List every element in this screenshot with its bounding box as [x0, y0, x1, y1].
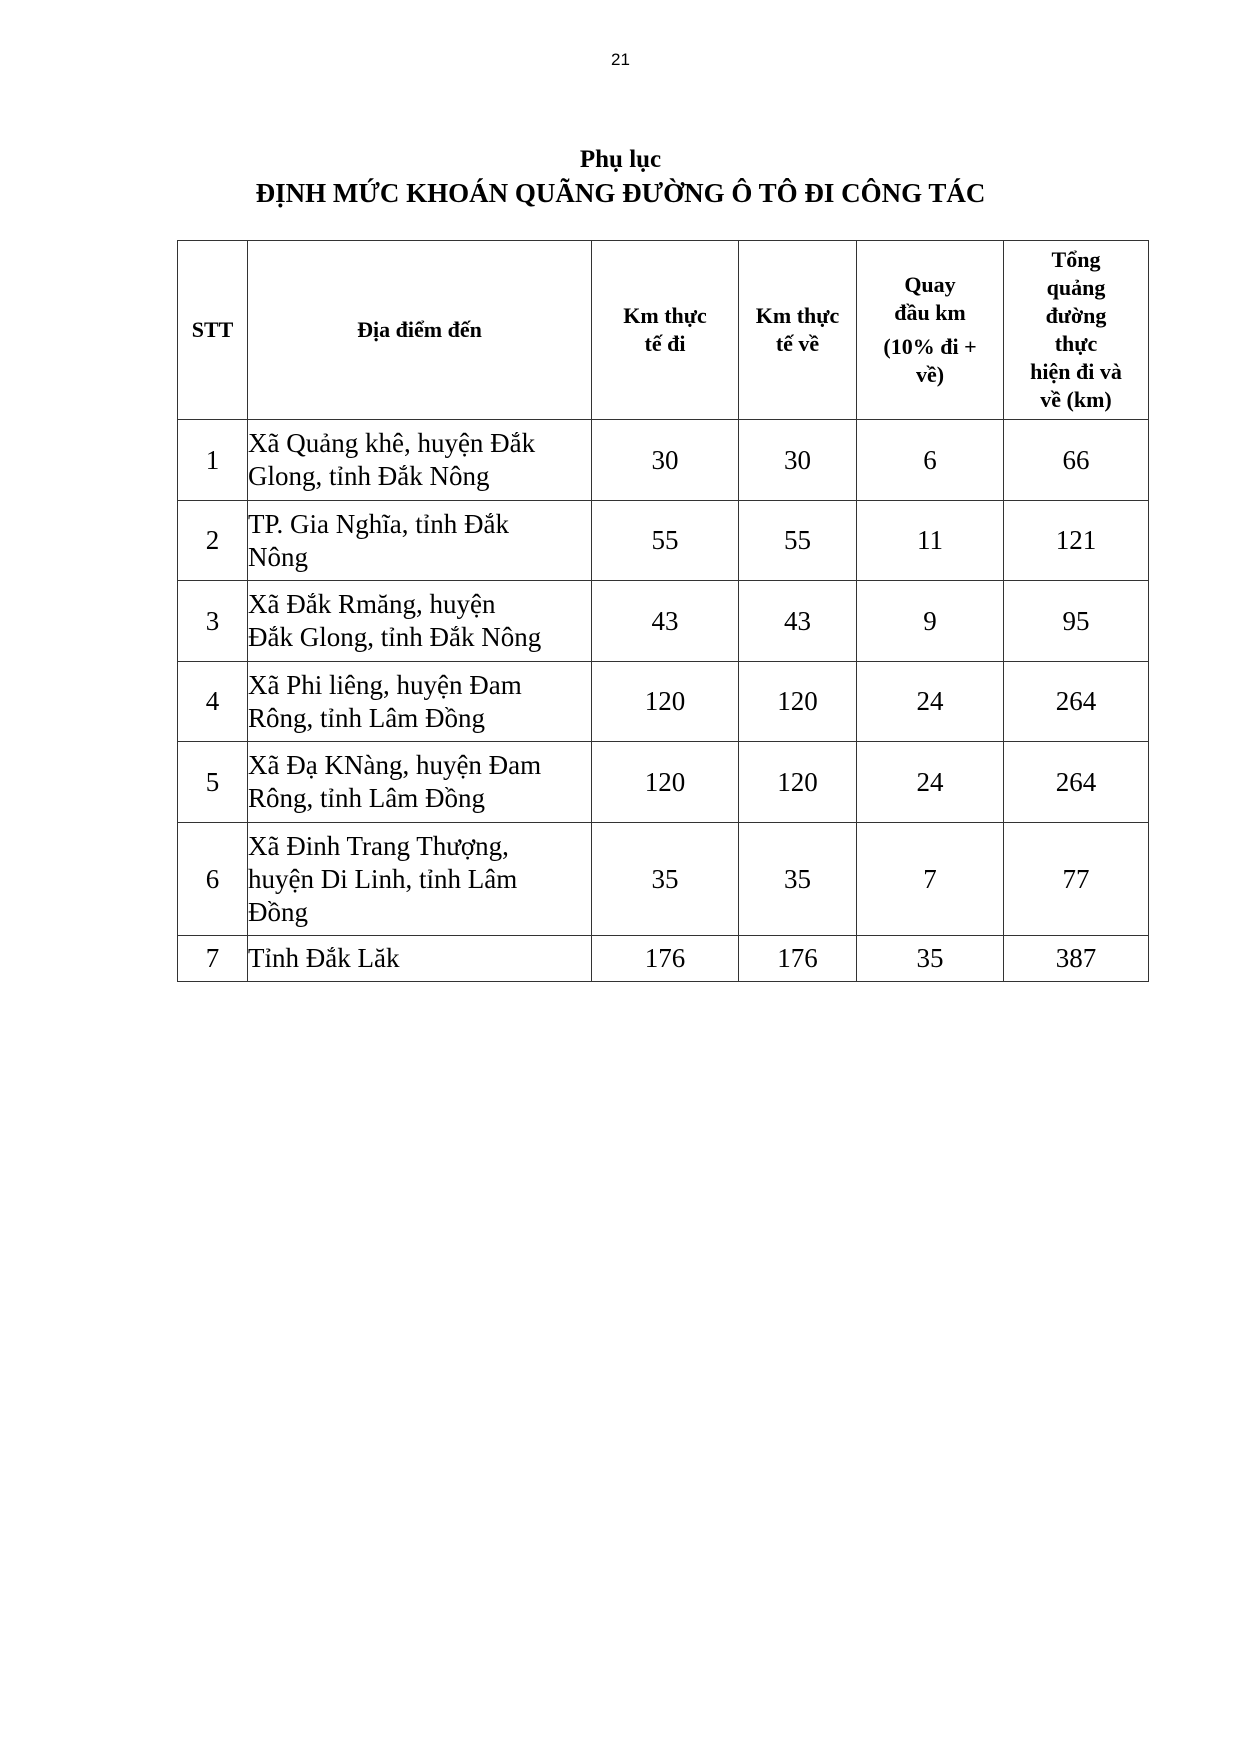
cell-total: 121: [1004, 501, 1149, 581]
cell-km-go: 176: [592, 936, 739, 982]
cell-stt: 5: [178, 742, 248, 823]
cell-total: 387: [1004, 936, 1149, 982]
cell-turnaround: 9: [857, 581, 1004, 662]
cell-km-return: 176: [739, 936, 857, 982]
table-row: [178, 420, 1149, 501]
cell-stt: 2: [178, 501, 248, 581]
cell-stt: 6: [178, 823, 248, 936]
header-turnaround: Quay đầu km (10% đi + về): [857, 241, 1004, 420]
mileage-norm-table: [177, 240, 1149, 982]
cell-stt: 3: [178, 581, 248, 662]
cell-total: 66: [1004, 420, 1149, 501]
cell-km-return: 43: [739, 581, 857, 662]
cell-place: Xã Quảng khê, huyện Đắk Glong, tỉnh Đắk Nông: [248, 420, 592, 501]
cell-turnaround: 11: [857, 501, 1004, 581]
cell-km-go: 120: [592, 742, 739, 823]
cell-km-go: 30: [592, 420, 739, 501]
cell-stt: 7: [178, 936, 248, 982]
header-total: Tổng quảng đường thực hiện đi và về (km): [1004, 241, 1149, 420]
cell-km-go: 43: [592, 581, 739, 662]
cell-stt: 1: [178, 420, 248, 501]
document-heading: [0, 144, 1241, 210]
header-km-go: Km thực tế đi: [592, 241, 739, 420]
cell-total: 264: [1004, 742, 1149, 823]
cell-place: Xã Phi liêng, huyện Đam Rông, tỉnh Lâm Đồng: [248, 662, 592, 742]
header-stt: STT: [178, 241, 248, 420]
cell-turnaround: 6: [857, 420, 1004, 501]
cell-turnaround: 24: [857, 662, 1004, 742]
cell-km-go: 55: [592, 501, 739, 581]
cell-total: 264: [1004, 662, 1149, 742]
cell-km-go: 120: [592, 662, 739, 742]
cell-km-return: 35: [739, 823, 857, 936]
cell-turnaround: 24: [857, 742, 1004, 823]
page-number: 21: [611, 50, 630, 69]
header-place: Địa điểm đến: [248, 241, 592, 420]
table-row: [178, 742, 1149, 823]
document-title: ĐỊNH MỨC KHOÁN QUÃNG ĐƯỜNG Ô TÔ ĐI CÔNG TÁC: [255, 178, 986, 208]
cell-km-return: 55: [739, 501, 857, 581]
cell-place: Xã Đắk Rmăng, huyện Đắk Glong, tỉnh Đắk Nông: [248, 581, 592, 662]
header-km-return: Km thực tế về: [739, 241, 857, 420]
cell-place: Xã Đinh Trang Thượng, huyện Di Linh, tỉnh Lâm Đồng: [248, 823, 592, 936]
table-row: [178, 501, 1149, 581]
cell-km-return: 120: [739, 662, 857, 742]
cell-turnaround: 7: [857, 823, 1004, 936]
appendix-label: Phụ lục: [579, 146, 662, 173]
cell-km-return: 30: [739, 420, 857, 501]
cell-turnaround: 35: [857, 936, 1004, 982]
table-row: [178, 823, 1149, 936]
table-row: [178, 936, 1149, 982]
cell-place: Xã Đạ KNàng, huyện Đam Rông, tỉnh Lâm Đồng: [248, 742, 592, 823]
cell-place: TP. Gia Nghĩa, tỉnh Đắk Nông: [248, 501, 592, 581]
cell-total: 95: [1004, 581, 1149, 662]
cell-place: Tỉnh Đắk Lăk: [248, 936, 592, 982]
cell-km-go: 35: [592, 823, 739, 936]
cell-km-return: 120: [739, 742, 857, 823]
table-header-row: [178, 241, 1149, 420]
cell-stt: 4: [178, 662, 248, 742]
table-row: [178, 581, 1149, 662]
cell-total: 77: [1004, 823, 1149, 936]
table-row: [178, 662, 1149, 742]
